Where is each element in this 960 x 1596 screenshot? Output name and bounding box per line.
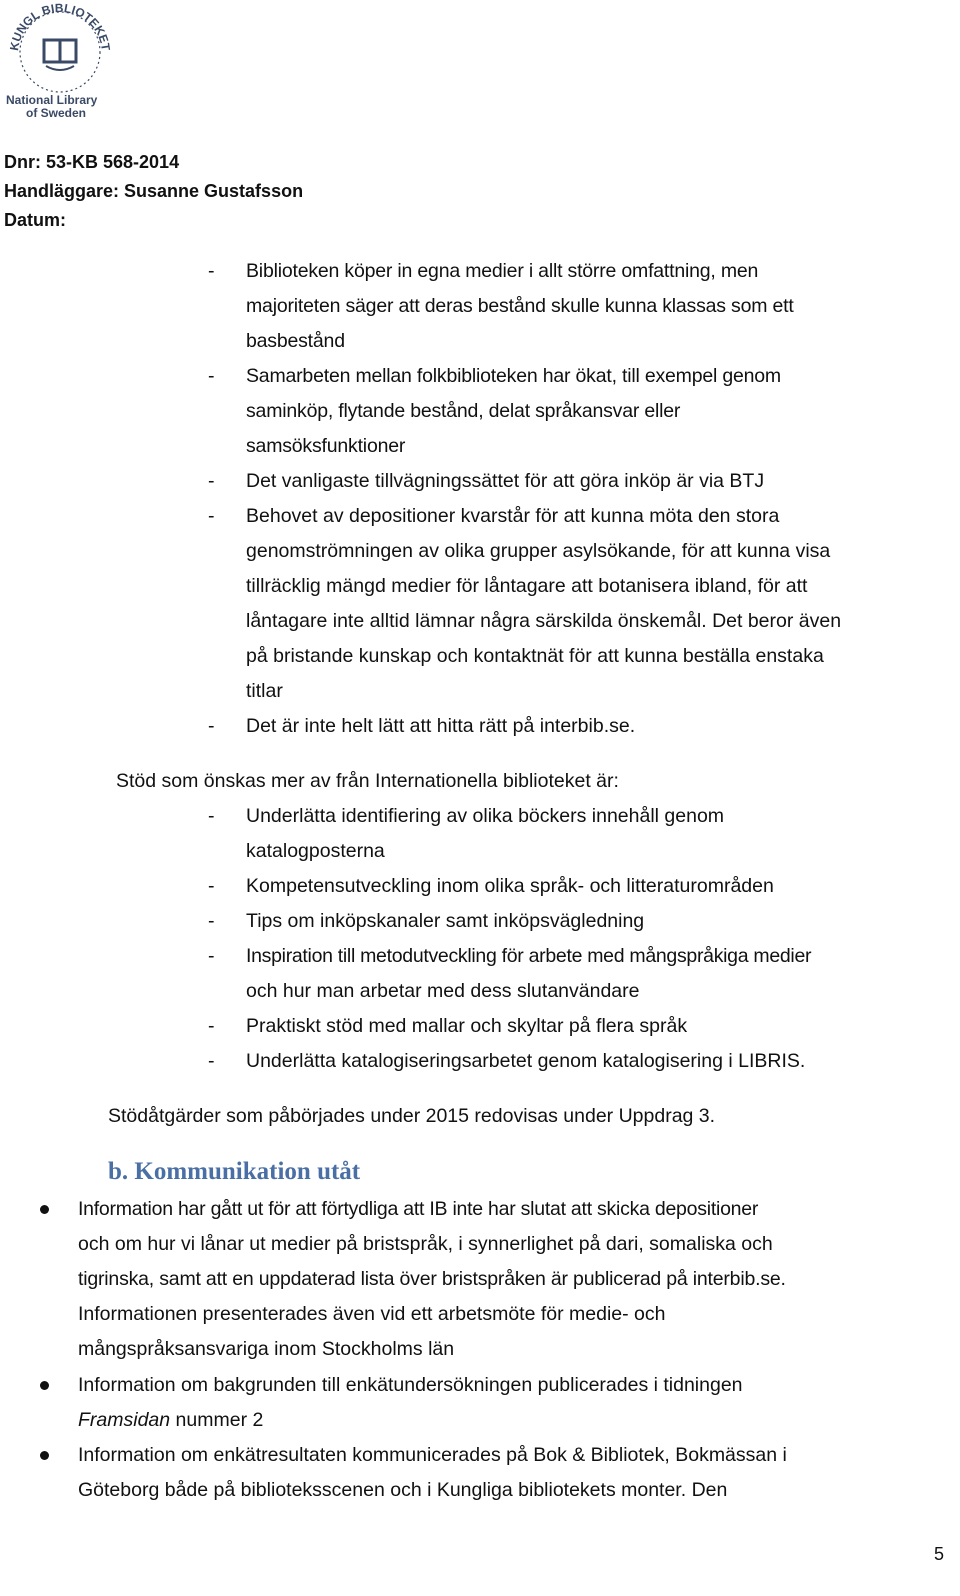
list-item-line: titlar — [246, 680, 283, 702]
kb-logo — [4, 2, 116, 120]
list-item-line: Samarbeten mellan folkbiblioteken har ökat, till exempel genom — [246, 365, 781, 387]
list-item-line: Praktiskt stöd med mallar och skyltar på flera språk — [246, 1015, 688, 1037]
support-measures-paragraph: Stödåtgärder som påbörjades under 2015 redovisas under Uppdrag 3. — [108, 1105, 716, 1127]
handlaggare-line: Handläggare: Susanne Gustafsson — [4, 181, 304, 201]
bullet-line: Informationen presenterades även vid ett arbetsmöte för medie- och — [78, 1303, 666, 1325]
list-item-line: Inspiration till metodutveckling för arbete med mångspråkiga medier — [246, 945, 812, 967]
bullet-line — [78, 1403, 263, 1438]
support-intro: Stöd som önskas mer av från Internationella biblioteket är: — [116, 770, 619, 792]
bullet-line: Information om bakgrunden till enkätundersökningen publicerades i tidningen — [78, 1374, 743, 1396]
list-item-line: Det vanligaste tillvägningssättet för att göra inköp är via BTJ — [246, 470, 765, 492]
dnr-line: Dnr: 53-KB 568-2014 — [4, 152, 180, 172]
list-item-line: majoriteten säger att deras bestånd skulle kunna klassas som ett — [246, 295, 794, 317]
bullet-line: Göteborg både på biblioteksscenen och i Kungliga bibliotekets monter. Den — [78, 1479, 728, 1501]
list-dash: - — [208, 805, 215, 827]
bullet-icon — [40, 1451, 49, 1460]
list-dash: - — [208, 1015, 215, 1037]
bullet-icon — [40, 1205, 49, 1214]
section-heading-communication: b. Kommunikation utåt — [108, 1158, 361, 1185]
list-dash: - — [208, 260, 215, 282]
list-item-line: katalogposterna — [246, 840, 385, 862]
list-dash: - — [208, 1050, 215, 1072]
list-item-line: Kompetensutveckling inom olika språk- och litteraturområden — [246, 875, 774, 897]
list-item-line: tillräcklig mängd medier för låntagare att botanisera ibland, för att — [246, 575, 808, 597]
datum-line: Datum: — [4, 210, 66, 230]
bullet-line: tigrinska, samt att en uppdaterad lista över bristspråken är publicerad på interbib.se. — [78, 1268, 786, 1290]
bullet-line: mångspråksansvariga inom Stockholms län — [78, 1338, 455, 1360]
list-item-line: Underlätta katalogiseringsarbetet genom katalogisering i LIBRIS. — [246, 1050, 806, 1072]
logo-caption — [4, 94, 118, 120]
logo-caption-line1: National Library — [6, 93, 98, 107]
list-item-line: Underlätta identifiering av olika böckers innehåll genom — [246, 805, 725, 827]
list-dash: - — [208, 945, 215, 967]
list-item-line: basbestånd — [246, 330, 345, 352]
document-header — [4, 148, 303, 235]
list-item-line: saminköp, flytande bestånd, delat språkansvar eller — [246, 400, 681, 422]
list-dash: - — [208, 875, 215, 897]
list-item-line: låntagare inte alltid lämnar några särskilda önskemål. Det beror även — [246, 610, 842, 632]
seal-text: KUNGL BIBLIOTEKET — [7, 2, 113, 52]
list-item-line: och hur man arbetar med dess slutanvändare — [246, 980, 640, 1002]
list-item-line: Behovet av depositioner kvarstår för att kunna möta den stora — [246, 505, 780, 527]
list-item-line: samsöksfunktioner — [246, 435, 406, 457]
page-number: 5 — [933, 1544, 944, 1564]
list-item-line: genomströmningen av olika grupper asylsökande, för att kunna visa — [246, 540, 831, 562]
list-item-line: Det är inte helt lätt att hitta rätt på interbib.se. — [246, 715, 636, 737]
list-item-line: Tips om inköpskanaler samt inköpsvägledning — [246, 910, 645, 932]
publication-name: Framsidan — [78, 1409, 171, 1431]
list-dash: - — [208, 470, 215, 492]
bullet-line: Information har gått ut för att förtydliga att IB inte har slutat att skicka depositioner — [78, 1198, 759, 1220]
list-item-line: på bristande kunskap och kontaktnät för att kunna beställa enstaka — [246, 645, 824, 667]
bullet-line: och om hur vi lånar ut medier på bristspråk, i synnerlighet på dari, somaliska och — [78, 1233, 773, 1255]
bullet-line: Information om enkätresultaten kommunicerades på Bok & Bibliotek, Bokmässan i — [78, 1444, 787, 1466]
list-dash: - — [208, 365, 215, 387]
bullet-line-rest: nummer 2 — [170, 1409, 264, 1431]
list-dash: - — [208, 505, 215, 527]
logo-caption-line2: of Sweden — [26, 106, 87, 120]
list-dash: - — [208, 910, 215, 932]
list-dash: - — [208, 715, 215, 737]
kb-seal-icon — [4, 2, 116, 94]
bullet-icon — [40, 1381, 49, 1390]
list-item-line: Biblioteken köper in egna medier i allt större omfattning, men — [246, 260, 759, 282]
